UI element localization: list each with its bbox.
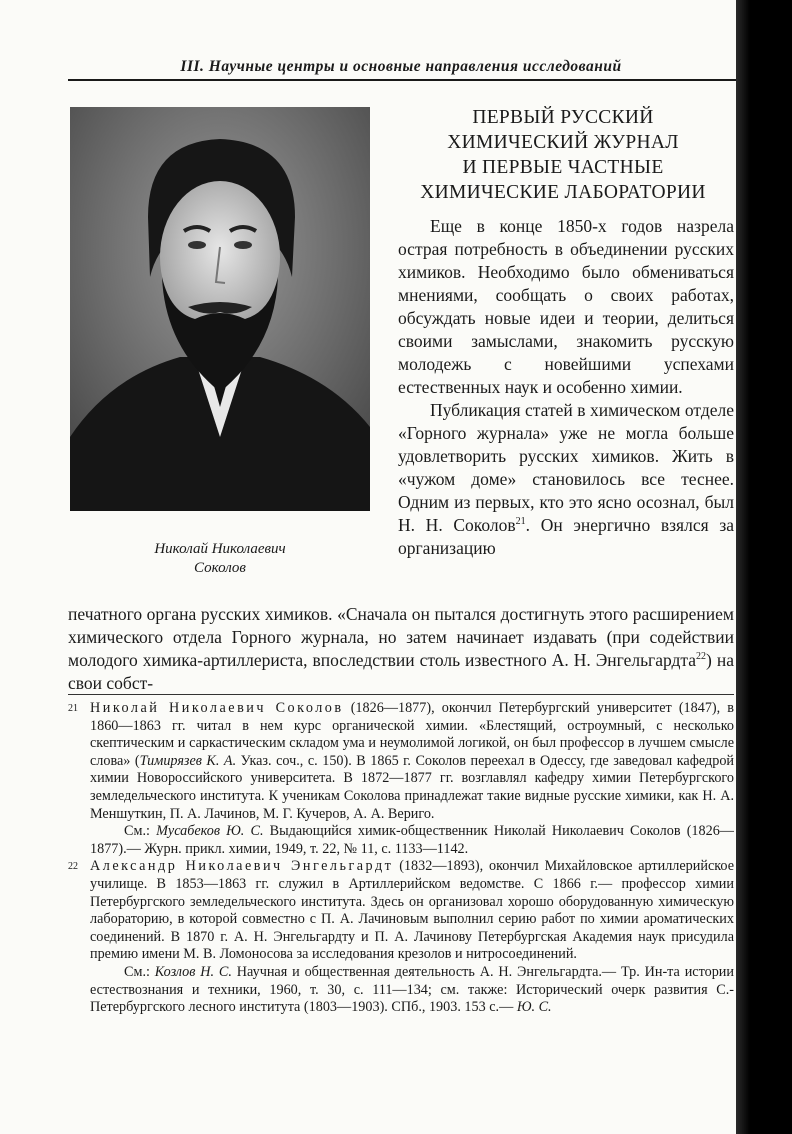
see-text: Выдающийся химик-общественник Николай Николаевич Соколов (1826—1877).— Журн. прикл. химии, 1949, т. 22, № 11, с. 1133—1142. [90, 823, 734, 857]
footnote-person-name: Николай Николаевич Соколов [90, 700, 344, 716]
paragraph-2-text: Публикация статей в химическом отделе «Горного журнала» уже не могла больше удовлетворить русских химиков. Жить в «чужом доме» становилось все теснее. Одним из первых, кто это ясно осознал, был Н. Н. Соколов [398, 400, 734, 535]
paragraph-2-full-end: ) на свои собст- [68, 650, 734, 693]
paragraph-2-column [398, 399, 734, 560]
portrait-caption [70, 540, 370, 578]
scan-dark-edge [736, 0, 792, 1134]
footnote-22 [68, 858, 734, 964]
footnote-text-cont: Указ. соч., с. 150). В 1865 г. Соколов переехал в Одессу, где заведовал кафедрой химии Новороссийского университета. В 1872—1877 гг. возглавлял кафедру химии Петербургского земледельческого института. К ученикам Соколова принадлежат такие видные русские химики, как Н. А. Меншуткин, П. А. Лачинов, М. Г. Кучеров, А. А. Вериго. [90, 752, 735, 822]
see-label: См.: [124, 963, 155, 980]
caption-line-2: Соколов [194, 560, 246, 576]
footnote-text: (1832—1893), окончил Михайловское артиллерийское училище. В 1853—1863 гг. служил в Артиллерийском ведомстве. С 1866 г.— профессор химии Петербургского земледельческого института. Здесь он организовал хорошо оборудованную химическую лабораторию, в которой совместно с П. А. Лачиновым выполнил серию работ по химии ароматических соединений. В 1870 г. А. Н. Энгельгардту и П. А. Лачинову Петербургская Академия наук присудила премию имени М. В. Ломоносова за исследования крезолов и нитросоединений. [90, 858, 734, 963]
caption-line-1: Николай Николаевич [154, 541, 286, 557]
footnotes [68, 700, 734, 1017]
running-header: III. Научные центры и основные направления исследований [180, 58, 622, 75]
footnote-number: 21 [68, 703, 78, 714]
footnote-ref-22[interactable]: 22 [696, 651, 707, 663]
body-full-width [68, 603, 734, 695]
see-author: Мусабеков Ю. С. [156, 823, 264, 840]
see-signature: Ю. С. [516, 999, 552, 1016]
portrait-illustration [70, 107, 370, 511]
footnote-ref-21[interactable]: 21 [515, 516, 526, 528]
footnote-21 [68, 700, 734, 823]
header-rule [68, 79, 736, 81]
paragraph-1: Еще в конце 1850-х годов назрела острая потребность в объединении русских химиков. Необходимо было обмениваться мнениями, сообщать о своих работах, обсуждать новые идеи и теории, делиться своими замыслами, знакомить русскую молодежь с новейшими успехами естественных наук и особенно химии. [398, 216, 734, 397]
paragraph-2-full-text: печатного органа русских химиков. «Сначала он пытался достигнуть этого расширением химического отдела Горного журнала, но затем начинает издавать (при содействии молодого химика-артиллериста, впоследствии столь известного А. Н. Энгельгардта [68, 604, 734, 670]
footnote-person-name: Александр Николаевич Энгельгардт [90, 858, 394, 875]
paragraph-2-text-end: . Он энергично взялся за организацию [398, 515, 734, 558]
see-label: См.: [124, 823, 157, 840]
title-line-3: И ПЕРВЫЕ ЧАСТНЫЕ [462, 157, 664, 178]
title-line-4: ХИМИЧЕСКИЕ ЛАБОРАТОРИИ [420, 182, 706, 203]
title-line-2: ХИМИЧЕСКИЙ ЖУРНАЛ [447, 132, 679, 153]
paragraph-2-continued [68, 603, 734, 695]
footnote-text: (1826—1877), окончил Петербургский университет (1847), в 1860—1863 гг. читал в нем курс органической химии. «Блестящий, остроумный, с несколько скептическим и саркастическим складом ума и неумолимой логикой, он был профессор в лучшем смысле слова» ( [90, 700, 734, 769]
title-line-1: ПЕРВЫЙ РУССКИЙ [472, 107, 654, 128]
footnote-rule [68, 694, 734, 695]
article-title [390, 105, 736, 205]
see-text: Научная и общественная деятельность А. Н. Энгельгардта.— Тр. Ин-та истории естествознания и техники, 1960, т. 30, с. 111—134; см. также: Исторический очерк развития С.-Петербургского лесного института (1803—1903). СПб., 1903. 153 с.— [90, 963, 734, 1016]
footnote-21-see [68, 823, 734, 858]
see-author: Козлов Н. С. [154, 963, 232, 980]
footnote-number: 22 [68, 861, 78, 873]
footnote-citation-author: Тимирязев К. А. [139, 752, 237, 769]
footnote-22-see [68, 964, 734, 1017]
portrait-photo [70, 107, 370, 511]
body-column [398, 215, 734, 560]
